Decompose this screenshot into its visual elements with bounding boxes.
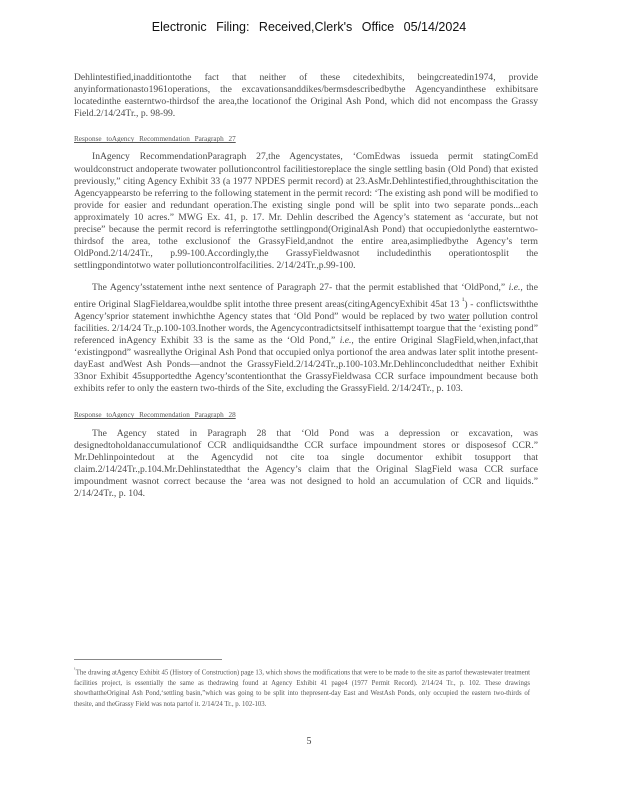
paragraph-gap bbox=[74, 272, 538, 282]
footnote-marker: ¹ bbox=[74, 667, 76, 673]
paragraph-2: InAgency RecommendationParagraph 27,the Agencystates, ‘ComEdwas issueda permit statingComEd wouldconstruct andoperate twowater pollutioncontrol facilitiestoreplace the single settling basin (Old Pond) that existed previously,” citing Agency Exhibit 33 (a 1977 NPDES permit record) at 23.AsMr.Dehlintestified,throughthiscitation the Agencyappearsto be referring to the following statement in the permit record: ‘The existing ash pond will be modified to provide for easier and redundant operation.The existing single pond will be split into two separate ponds...each approximately 10 acres.” MWG Ex. 41, p. 17. Mr. Dehlin described the Agency’s statement as ‘accurate, but not precise” because the permit record is referringtothe settlingpond(OriginalAsh Pond) that occupiedonlythe easterntwo-thirdsof the area, tothe exclusionof the GrassyField,andnot the entire area,asimpliedbythe Agency’s term OldPond.2/14/24Tr., p.99-100.Accordingly,the GrassyFieldwasnot includedinthis operationtosplit the settlingpondintotwo water pollutioncontrolfacilities. 2/14/24Tr.,p.99-100. bbox=[74, 151, 538, 272]
document-body bbox=[74, 72, 538, 500]
footnote-divider bbox=[74, 659, 222, 660]
filing-header bbox=[0, 20, 618, 34]
paragraph-3-part-1: The Agency’sstatement inthe next sentence of Paragraph 27- that the permit established that ‘OldPond,” bbox=[92, 282, 509, 294]
section-heading-paragraph-28: Response toAgency Recommendation Paragraph 28 bbox=[74, 411, 236, 420]
footnote-text: The drawing atAgency Exhibit 45 (History of Construction) page 13, which shows the modifications that were to be made to the site as partof thewastewater treatment facilities project, is essentially the same as thedrawing found at Agency Exhibit 41 page4 (1977 Permit Record). 2/14/24 Tr., p. 102. These drawings showthattheOriginal Ash Pond,‘settling basin,”which was going to be split into thepresent-day East and WestAsh Ponds, only occupied the eastern two-thirds of thesite, and theGrassy Field was nota partof it. 2/14/24 Tr., p. 102-103. bbox=[74, 669, 530, 709]
filing-header-text: Electronic Filing: Received,Clerk's Office 05/14/2024 bbox=[151, 20, 467, 34]
section-heading-paragraph-27: Response toAgency Recommendation Paragraph 27 bbox=[74, 135, 236, 144]
underlined-word-water: water bbox=[448, 310, 470, 322]
footnote-reference: ¹ bbox=[462, 295, 465, 305]
page-number: 5 bbox=[306, 736, 312, 747]
ie-abbreviation-2: i.e. bbox=[339, 334, 352, 346]
ie-abbreviation-1: i.e., bbox=[508, 282, 523, 294]
paragraph-3-part-5: , the entire Original SlagField,when,infact,that ‘existingpond” wasreallythe Original Ash Pond that occupied onlya portionof the area andwas later split intothe present-dayEast andWest Ash Ponds—andnot the GrassyField.2/14/24Tr.,p.100-103.Mr.Dehlinconcludedthat neither Exhibit 33nor Exhibit 45supportedthe Agency’scontentionthat the GrassyFieldwasa CCR surface impoundment because both exhibits refer to only the eastern two-thirds of the Site, excluding the GrassyField. 2/14/24Tr., p. 103. bbox=[74, 334, 538, 395]
footnote bbox=[74, 665, 530, 711]
paragraph-3-part-4: pollution control facilities. 2/14/24 Tr.,p.100-103.Inother words, the Agencycontradictsitself inthisattempt toargue that the ‘existing pond” referenced inAgency Exhibit 33 is the same as the ‘Old Pond,” bbox=[74, 310, 538, 346]
paragraph-3-part-3: ) - conflictswiththe Agency’sprior statement inwhichthe Agency states that ‘Old Pond” would be replaced by two bbox=[74, 298, 539, 322]
paragraph-3 bbox=[74, 282, 538, 395]
paragraph-4: The Agency stated in Paragraph 28 that ‘Old Pond was a depression or excavation, was designedtoholdanaccumulationof CCR andliquidsandthe CCR surface impoundment stores or disposesof CCR.” Mr.Dehlinpointedout at the Agencydid not cite toa single documentor exhibit tosupport that claim.2/14/24Tr.,p.104.Mr.Dehlinstatedthat the Agency’s claim that the Original SlagField wasa CCR surface impoundment wasnot correct because the ‘area was not designed to hold an accumulation of CCR and liquids.” 2/14/24Tr., p. 104. bbox=[74, 427, 538, 499]
paragraph-1: Dehlintestified,inadditiontothe fact that neither of these citedexhibits, beingcreatedin1974, provide anyinformationasto1961operations, the excavationsanddikes/bermsdescribedbythe Agencyandinthese exhibitsare locatedinthe easterntwo-thirdsof the area,the locationof the Original Ash Pond, which did not encompass the Grassy Field.2/14/24Tr., p. 98-99. bbox=[74, 72, 538, 120]
paragraph-3-part-2: the entire Original SlagFieldarea,wouldbe split intothe three present areas(citingAgencyExhibit 45at 13 bbox=[74, 282, 538, 310]
